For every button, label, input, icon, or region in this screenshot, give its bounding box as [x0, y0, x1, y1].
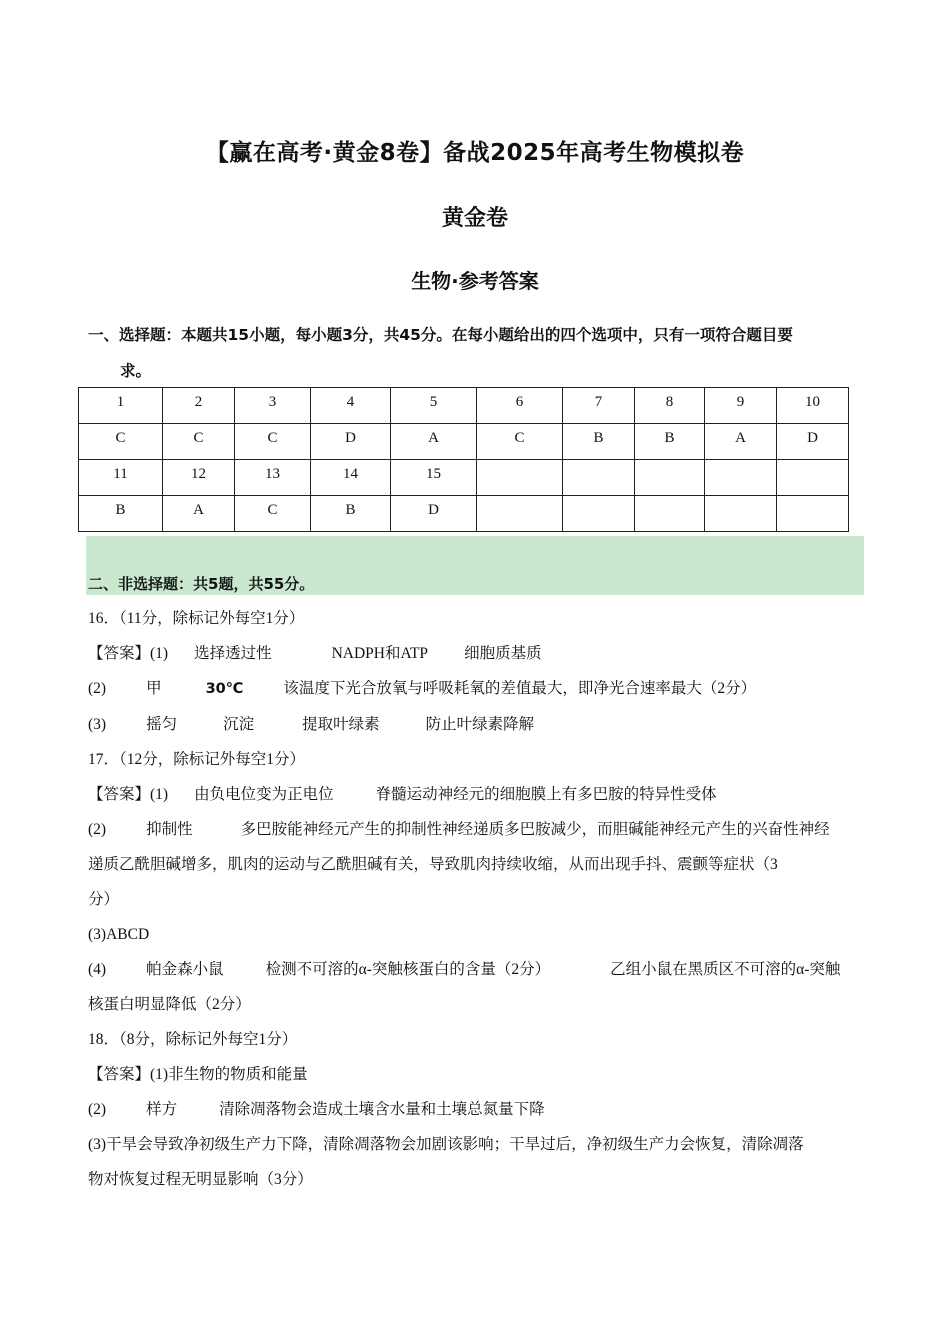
answer-table-cell: 15	[391, 460, 477, 496]
answer-table-row	[79, 424, 849, 460]
answer-part: 抑制性	[146, 821, 193, 838]
answer-table-cell: A	[391, 424, 477, 460]
answer-table-row	[79, 496, 849, 532]
q18-answer-3: (3)干旱会导致净初级生产力下降，清除凋落物会加剧该影响；干旱过后，净初级生产力会恢复，清除凋落	[88, 1136, 804, 1153]
answer-table-cell: B	[563, 424, 635, 460]
answer-table	[78, 387, 849, 532]
q18-header: 18．（8分，除标记外每空1分）	[88, 1031, 298, 1048]
answer-table-cell: C	[477, 424, 563, 460]
answer-part: 清除凋落物会造成土壤含水量和土壤总氮量下降	[219, 1101, 545, 1118]
q17-answer-1	[88, 777, 866, 812]
q17-answer-4	[88, 952, 866, 987]
answer-table-cell: 11	[79, 460, 163, 496]
answer-table-cell: C	[163, 424, 235, 460]
answer-part: 由负电位变为正电位	[194, 786, 334, 803]
answer-table-cell: 2	[163, 388, 235, 424]
q16-header: 16．（11分，除标记外每空1分）	[88, 610, 305, 627]
q18-answer-3-line2: 物对恢复过程无明显影响（3分）	[88, 1171, 313, 1188]
answer-part: 沉淀	[223, 716, 255, 733]
answer-part: 该温度下光合放氧与呼吸耗氧的差值最大，即净光合速率最大（2分）	[283, 680, 757, 697]
answer-table-cell: A	[163, 496, 235, 532]
answer-table-cell: D	[391, 496, 477, 532]
answer-num: (3)	[88, 716, 107, 733]
answer-table-cell: D	[311, 424, 391, 460]
section1-instructions	[88, 317, 863, 389]
answer-part: NADPH和ATP	[331, 645, 429, 662]
section2-heading: 二、非选择题：共5题，共55分。	[88, 575, 315, 593]
answer-table-cell: 1	[79, 388, 163, 424]
answer-table-cell: 9	[705, 388, 777, 424]
answer-table-cell: 8	[635, 388, 705, 424]
answer-table-cell: A	[705, 424, 777, 460]
q18-answer-2	[88, 1092, 866, 1127]
answer-part: 选择透过性	[194, 645, 272, 662]
answer-table-cell	[777, 496, 849, 532]
answer-part: 摇匀	[146, 716, 178, 733]
q17-answer-3: (3)ABCD	[88, 926, 150, 943]
answer-table-cell	[563, 460, 635, 496]
answer-table-cell	[705, 496, 777, 532]
q17-answer-2-line2: 递质乙酰胆碱增多，肌肉的运动与乙酰胆碱有关，导致肌肉持续收缩，从而出现手抖、震颤等症状（3	[88, 856, 778, 873]
answer-table-cell: B	[311, 496, 391, 532]
answer-table-row	[79, 460, 849, 496]
answer-part: 提取叶绿素	[302, 716, 380, 733]
answer-table-cell: 5	[391, 388, 477, 424]
answer-table-cell: C	[79, 424, 163, 460]
answer-table-cell	[563, 496, 635, 532]
answer-part: 防止叶绿素降解	[425, 716, 535, 733]
answer-table-cell: B	[635, 424, 705, 460]
q16-answer-1	[88, 636, 866, 671]
answer-prefix: 【答案】(1)	[88, 645, 169, 662]
answer-part: 检测不可溶的α-突触核蛋白的含量（2分）	[265, 961, 551, 978]
answer-table-cell: D	[777, 424, 849, 460]
answer-part: 帕金森小鼠	[146, 961, 224, 978]
exam-subtitle: 黄金卷	[441, 206, 508, 231]
answer-part: 脊髓运动神经元的细胞膜上有多巴胺的特异性受体	[375, 786, 717, 803]
answer-table-cell: B	[79, 496, 163, 532]
answer-table-cell	[635, 496, 705, 532]
q17-header: 17．（12分，除标记外每空1分）	[88, 751, 306, 768]
answer-num: (2)	[88, 1101, 107, 1118]
answer-part: 细胞质基质	[464, 645, 542, 662]
answer-table-cell: 3	[235, 388, 311, 424]
q16-answer-3	[88, 707, 866, 742]
section1-line1: 一、选择题：本题共15小题，每小题3分，共45分。在每小题给出的四个选项中，只有一项符合题目要	[88, 326, 793, 344]
answer-num: (4)	[88, 961, 107, 978]
section1-line2: 求。	[120, 362, 152, 380]
q17-answer-2-line3: 分）	[88, 891, 120, 908]
exam-title: 【赢在高考·黄金8卷】备战2025年高考生物模拟卷	[205, 140, 745, 166]
answer-table-row	[79, 388, 849, 424]
q16-answer-2	[88, 671, 866, 707]
answer-table-cell: 6	[477, 388, 563, 424]
answer-part: 乙组小鼠在黑质区不可溶的α-突触	[610, 961, 841, 978]
answer-table-cell: 4	[311, 388, 391, 424]
answer-part: 甲	[146, 680, 162, 697]
answer-table-cell: 13	[235, 460, 311, 496]
answer-table-cell	[635, 460, 705, 496]
answer-prefix: 【答案】(1)	[88, 786, 169, 803]
answer-table-cell: 12	[163, 460, 235, 496]
answer-num: (2)	[88, 821, 107, 838]
answer-table-cell	[477, 496, 563, 532]
answer-num: (2)	[88, 680, 107, 697]
answer-table-cell	[705, 460, 777, 496]
q17-answer-2	[88, 812, 866, 847]
answer-table-cell	[777, 460, 849, 496]
answer-table-cell: 14	[311, 460, 391, 496]
answer-table-cell: C	[235, 424, 311, 460]
answers-body	[88, 601, 866, 1197]
answer-part: 样方	[146, 1101, 178, 1118]
answer-part: 多巴胺能神经元产生的抑制性神经递质多巴胺减少，而胆碱能神经元产生的兴奋性神经	[240, 821, 830, 838]
answer-table-cell: C	[235, 496, 311, 532]
answer-key-title: 生物·参考答案	[411, 269, 539, 293]
q17-answer-4-line2: 核蛋白明显降低（2分）	[88, 996, 251, 1013]
q18-answer-1: 【答案】(1)非生物的物质和能量	[88, 1066, 308, 1083]
answer-table-cell: 10	[777, 388, 849, 424]
answer-part: 30℃	[205, 681, 244, 697]
answer-table-cell	[477, 460, 563, 496]
answer-table-cell: 7	[563, 388, 635, 424]
